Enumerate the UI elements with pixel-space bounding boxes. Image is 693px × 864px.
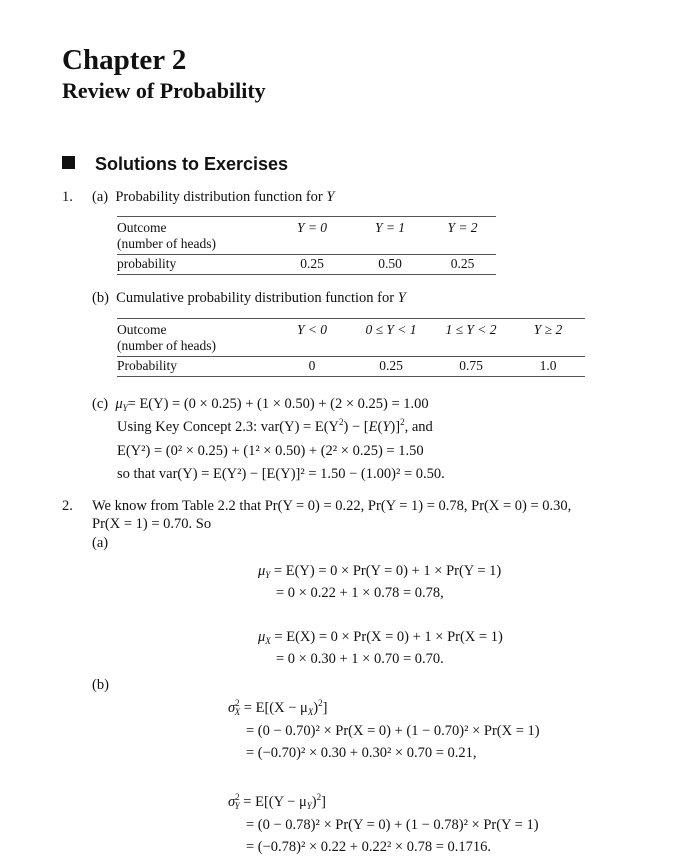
column-header: Y = 2 <box>447 220 478 235</box>
table-cell: 0.25 <box>273 255 351 275</box>
section-heading <box>62 152 288 176</box>
mu-y-line-2: = 0 × 0.22 + 1 × 0.78 = 0.78, <box>276 585 444 601</box>
exercise-1a-heading <box>92 188 334 206</box>
exercise-1c-line-4: so that var(Y) = E(Y²) − [E(Y)]² = 1.50 − (1.00)² = 0.50. <box>117 466 445 482</box>
column-header: Y = 1 <box>374 220 406 235</box>
exercise-1c-line-2: Using Key Concept 2.3: $var(Y) = E(Y^2) - [E(Y)]^2$, and <box>117 417 433 435</box>
exercise-1c-line-3: E(Y²) = (0² × 0.25) + (1² × 0.50) + (2² × 0.25) = 1.50 <box>117 443 424 459</box>
probability-distribution-table <box>117 216 496 275</box>
exercise-2-number: 2. <box>62 498 73 514</box>
table-row <box>117 255 496 275</box>
table-row <box>117 338 585 357</box>
exercise-2a-label: (a) <box>92 535 109 551</box>
table-cell: 0 <box>273 357 351 377</box>
equation-text: = E[(Y − μ <box>243 794 307 810</box>
equation-text: = E[(X − μ <box>243 700 308 716</box>
var-x-line-3: = (−0.70)² × 0.30 + 0.30² × 0.70 = 0.21, <box>246 745 477 761</box>
var-y-line-3: = (−0.78)² × 0.22 + 0.22² × 0.78 = 0.1716. <box>246 839 492 855</box>
exercise-2-intro-line-2: Pr(X = 1) = 0.70. So <box>92 516 212 532</box>
table-row <box>117 217 496 237</box>
variable: Y <box>397 290 406 306</box>
row-label: Probability <box>117 357 273 377</box>
table-cell: 0.50 <box>351 255 429 275</box>
exercise-2b-label: (b) <box>92 677 109 693</box>
column-header: 0 ≤ Y < 1 <box>365 322 417 337</box>
section-title: Solutions to Exercises <box>95 154 289 174</box>
chapter-title: Review of Probability <box>62 78 266 103</box>
table-cell: 0.75 <box>431 357 511 377</box>
table-cell: 0.25 <box>351 357 431 377</box>
equation-text: = E(Y) = 0 × Pr(Y = 0) + 1 × Pr(Y = 1) <box>273 563 502 579</box>
var-x-line-1: $\sigma^2_X = E[(X - \mu_X)^2]$ <box>228 698 328 717</box>
row-label: probability <box>117 255 273 275</box>
mu-y-line-1: $\mu_Y = E(Y) = 0 \times Pr(Y = 0) + 1 \times Pr(Y = 1)$ <box>258 563 502 580</box>
column-header: 1 ≤ Y < 2 <box>445 322 497 337</box>
var-y-line-1: $\sigma^2_Y = E[(Y - \mu_Y)^2]$ <box>228 792 326 811</box>
row-label: (number of heads) <box>117 236 216 251</box>
column-header: Y = 0 <box>296 220 328 235</box>
column-header: Y ≥ 2 <box>533 322 563 337</box>
table-cell: 1.0 <box>511 357 585 377</box>
table-cell: 0.25 <box>429 255 496 275</box>
part-label: (c) <box>92 396 109 412</box>
var-y-line-2: = (0 − 0.78)² × Pr(Y = 0) + (1 − 0.78)² × Pr(Y = 1) <box>246 817 539 833</box>
exercise-1b-heading <box>92 289 406 307</box>
equation-text: , and <box>404 419 433 435</box>
row-label: Outcome <box>117 319 273 339</box>
cumulative-distribution-table <box>117 318 585 377</box>
equation-text: = E(Y) = (0 × 0.25) + (1 × 0.50) + (2 × 0.25) = 1.00 <box>127 396 429 412</box>
equation-text: = E(X) = 0 × Pr(X = 0) + 1 × Pr(X = 1) <box>274 629 503 645</box>
part-text: Probability distribution function for <box>115 189 327 205</box>
variable: Y <box>326 189 335 205</box>
equation-text: Using Key Concept 2.3: var(Y) = E(Y <box>117 419 340 435</box>
part-label: (b) <box>92 290 109 306</box>
mu-x-line-2: = 0 × 0.30 + 1 × 0.70 = 0.70. <box>276 651 444 667</box>
table-row <box>117 357 585 377</box>
chapter-heading: Chapter 2 <box>62 44 187 76</box>
mu-x-line-1: $\mu_X = E(X) = 0 \times Pr(X = 0) + 1 \times Pr(X = 1)$ <box>258 629 503 646</box>
part-text: Cumulative probability distribution function for <box>116 290 398 306</box>
column-header: Y < 0 <box>296 322 328 337</box>
var-x-line-2: = (0 − 0.70)² × Pr(X = 0) + (1 − 0.70)² × Pr(X = 1) <box>246 723 540 739</box>
exercise-1c-line-1: (c) $\mu_Y= E(Y) = (0 \times 0.25) + (1 \times 0.50) + (2 \times 0.25) = 1.00$ <box>92 396 429 413</box>
black-square-icon <box>62 156 75 169</box>
row-label: Outcome <box>117 217 273 237</box>
table-row <box>117 319 585 339</box>
exercise-1-number: 1. <box>62 189 73 205</box>
exercise-2-intro-line-1: We know from Table 2.2 that Pr(Y = 0) = 0.22, Pr(Y = 1) = 0.78, Pr(X = 0) = 0.30, <box>92 498 572 514</box>
row-label: (number of heads) <box>117 338 216 353</box>
table-row <box>117 236 496 255</box>
part-label: (a) <box>92 189 109 205</box>
